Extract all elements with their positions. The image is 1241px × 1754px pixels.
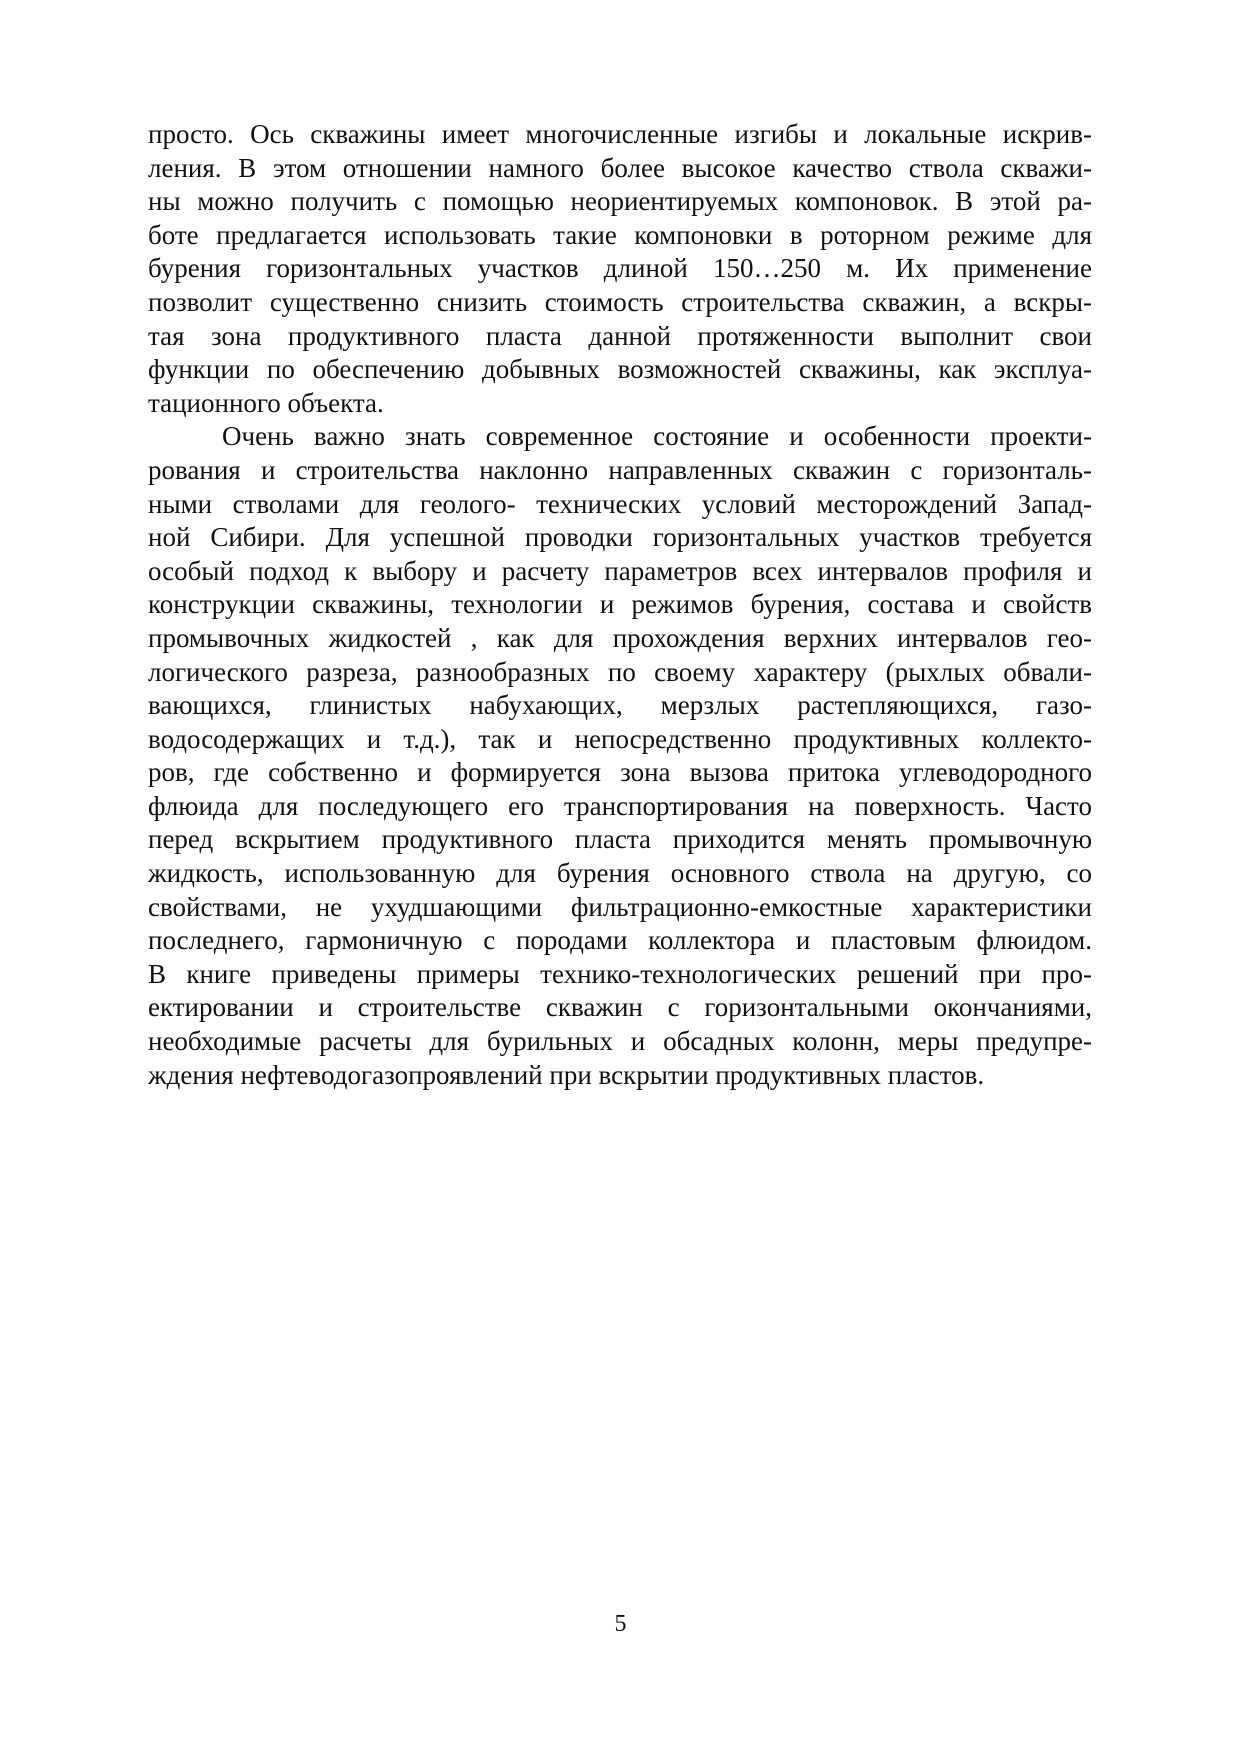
text-line: ектировании и строительстве скважин с горизонтальными окончаниями, bbox=[148, 992, 1092, 1023]
text-line: бурения горизонтальных участков длиной 150…250 м. Их применение bbox=[148, 253, 1092, 284]
text-line: ной Сибири. Для успешной проводки горизонтальных участков требуется bbox=[148, 522, 1092, 553]
text-line: Очень важно знать современное состояние и особенности проекти- bbox=[222, 421, 1092, 452]
text-line: позволит существенно снизить стоимость строительства скважин, а вскры- bbox=[148, 286, 1092, 317]
text-line: особый подход к выбору и расчету параметров всех интервалов профиля и bbox=[148, 555, 1092, 586]
text-line: последнего, гармоничную с породами коллектора и пластовым флюидом. bbox=[148, 925, 1092, 956]
text-line: ными стволами для геолого- технических условий месторождений Запад- bbox=[148, 488, 1092, 519]
text-line: ждения нефтеводогазопроявлений при вскрытии продуктивных пластов. bbox=[148, 1059, 985, 1090]
paragraph-2 bbox=[148, 420, 1092, 1092]
text-line: ны можно получить с помощью неориентируемых компоновок. В этой ра- bbox=[148, 186, 1092, 217]
text-line: ров, где собственно и формируется зона вызова притока углеводородного bbox=[148, 757, 1092, 788]
text-line: рования и строительства наклонно направленных скважин с горизонталь- bbox=[148, 454, 1092, 485]
text-line: свойствами, не ухудшающими фильтрационно-емкостные характеристики bbox=[148, 891, 1092, 922]
text-line: просто. Ось скважины имеет многочисленные изгибы и локальные искрив- bbox=[148, 119, 1092, 149]
text-line: функции по обеспечению добывных возможностей скважины, как эксплуа- bbox=[148, 354, 1092, 385]
text-line: вающихся, глинистых набухающих, мерзлых растепляющихся, газо- bbox=[148, 690, 1092, 721]
text-line: ления. В этом отношении намного более высокое качество ствола скважи- bbox=[148, 152, 1092, 183]
text-line: боте предлагается использовать такие компоновки в роторном режиме для bbox=[148, 219, 1092, 250]
text-line: флюида для последующего его транспортирования на поверхность. Часто bbox=[148, 790, 1092, 821]
text-line: промывочных жидкостей , как для прохождения верхних интервалов гео- bbox=[148, 622, 1092, 653]
text-line: логического разреза, разнообразных по своему характеру (рыхлых обвали- bbox=[148, 656, 1092, 687]
text-line: водосодержащих и т.д.), так и непосредственно продуктивных коллекто- bbox=[148, 723, 1092, 754]
text-line: жидкость, использованную для бурения основного ствола на другую, со bbox=[148, 858, 1092, 889]
text-line: В книге приведены примеры технико-технологических решений при про- bbox=[148, 958, 1092, 989]
text-line: перед вскрытием продуктивного пласта приходится менять промывочную bbox=[148, 824, 1092, 855]
text-line: конструкции скважины, технологии и режимов бурения, состава и свойств bbox=[148, 589, 1092, 620]
body-text bbox=[148, 118, 1092, 1092]
page-number: 5 bbox=[614, 1611, 627, 1637]
paragraph-1 bbox=[148, 118, 1092, 420]
text-line: тационного объекта. bbox=[148, 387, 384, 418]
text-line: тая зона продуктивного пласта данной протяженности выполнит свои bbox=[148, 320, 1092, 351]
text-line: необходимые расчеты для бурильных и обсадных колонн, меры предупре- bbox=[148, 1026, 1092, 1057]
